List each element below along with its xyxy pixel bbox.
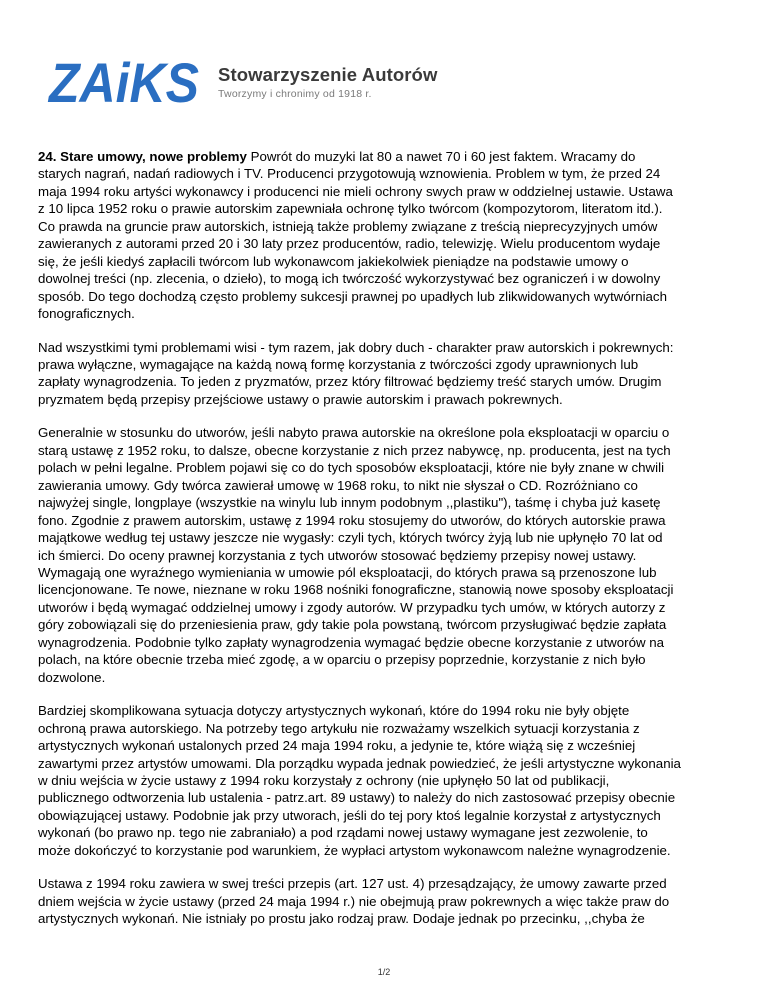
organization-block xyxy=(218,64,437,101)
article-paragraph-5: Ustawa z 1994 roku zawiera w swej treści przepis (art. 127 ust. 4) przesądzający, że umowy zawarte przed dniem wejścia w życie ustawy (przed 24 maja 1994 r.) nie obejmują praw pokrewnych a więc także praw do artystycznych wykonań. Nie istniały po prostu jako rodzaj praw. Dodaje jednak po przecinku, ,,chyba że xyxy=(38,876,670,927)
article-paragraph-1 xyxy=(38,148,732,323)
article-paragraph-2: Nad wszystkimi tymi problemami wisi - tym razem, jak dobry duch - charakter praw autorskich i pokrewnych: prawa wyłączne, wymagające na każdą nową formę korzystania z twórczości zgody uprawnionych lub zapłaty wynagrodzenia. To jeden z pryzmatów, przez który filtrować będziemy treść starych umów. Drugim pryzmatem będą przepisy przejściowe ustawy o prawie autorskim i prawach pokrewnych. xyxy=(38,339,674,407)
organization-tagline: Tworzymy i chronimy od 1918 r. xyxy=(218,88,372,100)
article-paragraph-3: Generalnie w stosunku do utworów, jeśli nabyto prawa autorskie na określone pola eksploatacji w oparciu o starą ustawę z 1952 roku, to dalsze, obecne korzystanie z nich przez nabywcę, np. producenta, jest na tych polach w pełni legalne. Problem pojawi się co do tych sposobów eksploatacji, które nie były znane w chwili zawierania umowy. Gdy twórca zawierał umowę w 1968 roku, to nikt nie słyszał o CD. Rozróżniano co najwyżej single, longplaye (wszystkie na winylu lub innym podobnym ,,plastiku"), taśmę i chyba już kasetę fono. Zgodnie z prawem autorskim, ustawę z 1994 roku stosujemy do utworów, do których autorskie prawa majątkowe według tej ustawy jeszcze nie wygasły: czyli tych, których twórcy żyją lub nie upłynęło 70 lat od ich śmierci. Do oceny prawnej korzystania z tych utworów stosować będziemy przepisy nowej ustawy. Wymagają one wyraźnego wymieniania w umowie pól eksploatacji, do których prawa są przenoszone lub licencjonowane. Te nowe, nieznane w roku 1968 nośniki fonograficzne, stanowią nowe sposoby eksploatacji utworów i będą wymagać oddzielnej umowy i zgody autorów. W przypadku tych umów, w których autorzy z góry zobowiązali się do przeniesienia praw, gdy takie pola powstaną, twórcom przysługiwać będzie zapłata wynagrodzenia. Podobnie tylko zapłaty wynagrodzenia wymagać będzie obecne korzystanie z utworów na polach, na które obecnie trzeba mieć zgodę, a w oparciu o przepisy poprzednie, korzystanie z nich było dozwolone. xyxy=(38,425,674,685)
organization-name: Stowarzyszenie Autorów xyxy=(218,64,438,85)
page-number: 1/2 xyxy=(377,967,391,977)
page-header xyxy=(47,54,727,110)
article-body xyxy=(38,148,732,944)
logo-wordmark: ZAiKS xyxy=(47,54,199,110)
article-paragraph-4: Bardziej skomplikowana sytuacja dotyczy artystycznych wykonań, które do 1994 roku nie były objęte ochroną prawa autorskiego. Na potrzeby tego artykułu nie rozważamy wszelkich sytuacji korzystania z artystycznych wykonań ustalonych przed 24 maja 1994 roku, a jedynie te, które wiążą się z wcześniej zawartymi przez artystów umowami. Dla porządku wypada jednak powiedzieć, że jeśli artystyczne wykonania w dniu wejścia w życie ustawy z 1994 roku korzystały z ochrony (nie upłynęło 50 lat od publikacji, publicznego odtworzenia lub ustalenia - patrz.art. 89 ustawy) to należy do nich zastosować przepisy obecnie obowiązującej ustawy. Podobnie jak przy utworach, jeśli do tej pory ktoś legalnie korzystał z artystycznych wykonań (bo prawo np. tego nie zabraniało) a pod rządami nowej ustawy wymagane jest zezwolenie, to może dokończyć to korzystanie pod warunkiem, że wypłaci artystom wykonawcom należne wynagrodzenie. xyxy=(38,703,681,858)
article-title: 24. Stare umowy, nowe problemy xyxy=(38,149,247,164)
article-paragraph-1-text: Powrót do muzyki lat 80 a nawet 70 i 60 jest faktem. Wracamy do starych nagrań, nadań radiowych i TV. Producenci przygotowują wznowienia. Problem w tym, że przed 24 maja 1994 roku artyści wykonawcy i producenci nie mieli ochrony swych praw w oddzielnej ustawie. Ustawa z 10 lipca 1952 roku o prawie autorskim zapewniała ochronę tylko twórcom (kompozytorom, literatom itd.). Co prawda na gruncie praw autorskich, istnieją także problemy związane z treścią nieprecyzyjnych umów zawieranych z autorami przed 20 i 30 laty przez producentów, radio, telewizję. Wielu producentom wydaje się, że jeśli kiedyś zapłacili twórcom lub wykonawcom jakiekolwiek pieniądze na podstawie umowy o dowolnej treści (np. zlecenia, o dzieło), to mogą ich twórczość wykorzystywać bez ograniczeń i w dowolny sposób. Do tego dochodzą często problemy sukcesji prawnej po upadłych lub zlikwidowanych wytwórniach fonograficznych. xyxy=(38,149,673,322)
zaiks-logo xyxy=(47,54,203,110)
